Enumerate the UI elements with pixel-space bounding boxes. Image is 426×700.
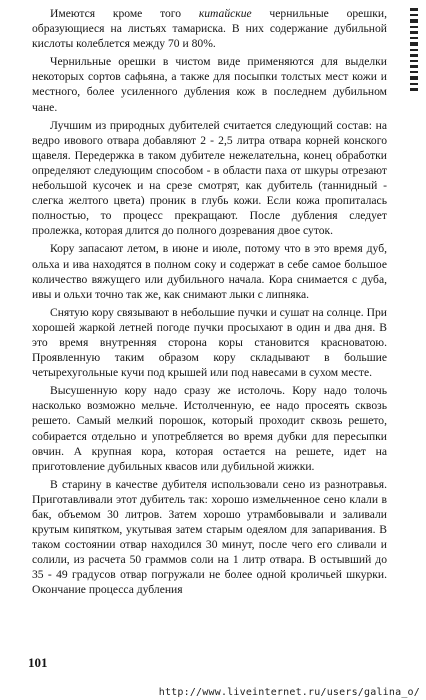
paragraph: Высушенную кору надо сразу же истолочь. Кору надо толочь насколько возможно мельче. Истолченную, ее надо просеять сквозь решето. Самый мелкий порошок, который проходит сквозь решето, собирается отдельно и употребляется во время дубки для пересыпки овчин. А крупная кора, которая остается на решете, идет на приготовление дубильных квасов или дубильной жижки. [32, 384, 387, 473]
source-watermark: http://www.liveinternet.ru/users/galina_o/ [158, 687, 420, 698]
paragraph: Чернильные орешки в чистом виде применяются для выделки некоторых сортов сафьяна, а также для посыпки толстых мест кожи и местного, более усиленного дубления кож в последнем дубильном чане. [32, 55, 387, 114]
body-text [32, 6, 387, 601]
page-number: 101 [28, 655, 48, 670]
paragraph: Лучшим из природных дубителей считается следующий состав: на ведро ивового отвара добавляют 2 - 2,5 литра отвара корней конского щавеля. Передержка в таком дубителе нежелательна, конец обработки определяют следующим способом - в области паха от шкуры отрезают небольшой кусочек и на срезе смотрят, как дубитель (таннидный - слегка желтого цвета) проник в глубь кожи. Если кожа пропиталась полностью, то процесс прекращают. После дубления следует пролежка, которая длится до полного дозревания двое суток. [32, 118, 387, 238]
paragraph: Кору запасают летом, в июне и июле, потому что в это время дуб, ольха и ива находятся в полном соку и содержат в себе самое большое количество вяжущего или дубильного начала. Кора снимается с дуба, ивы и ольхи точно так же, как снимают лыки с липняка. [32, 242, 387, 301]
scan-edge-mark [410, 8, 418, 94]
paragraph: Имеются кроме того китайские чернильные орешки, образующиеся на листьях тамариска. В них содержание дубильной кислоты колеблется между 70 и 80%. [32, 7, 387, 51]
paragraph: Снятую кору связывают в небольшие пучки и сушат на солнце. При хорошей жаркой летней погоде пучки просыхают в один и два дня. В это время внутренняя сторона коры становится красноватою. Проявленную таким образом кору складывают в большие четырехугольные кучи под крышей или под навесами в сухом месте. [32, 305, 387, 380]
paragraph: В старину в качестве дубителя использовали сено из разнотравья. Приготавливали этот дубитель так: хорошо измельченное сено клали в бак, объемом 30 литров. Затем хорошо утрамбовывали и заливали крутым кипятком, укутывая затем старым одеялом для запаривания. В таком состоянии отвар находился 30 минут, после чего его сливали и солили, из расчета 50 граммов соли на 1 литр отвара. В остывший до 35 - 49 градусов отвар погружали не более одной кроличьей шкурки. Окончание процесса дубления [32, 477, 387, 597]
